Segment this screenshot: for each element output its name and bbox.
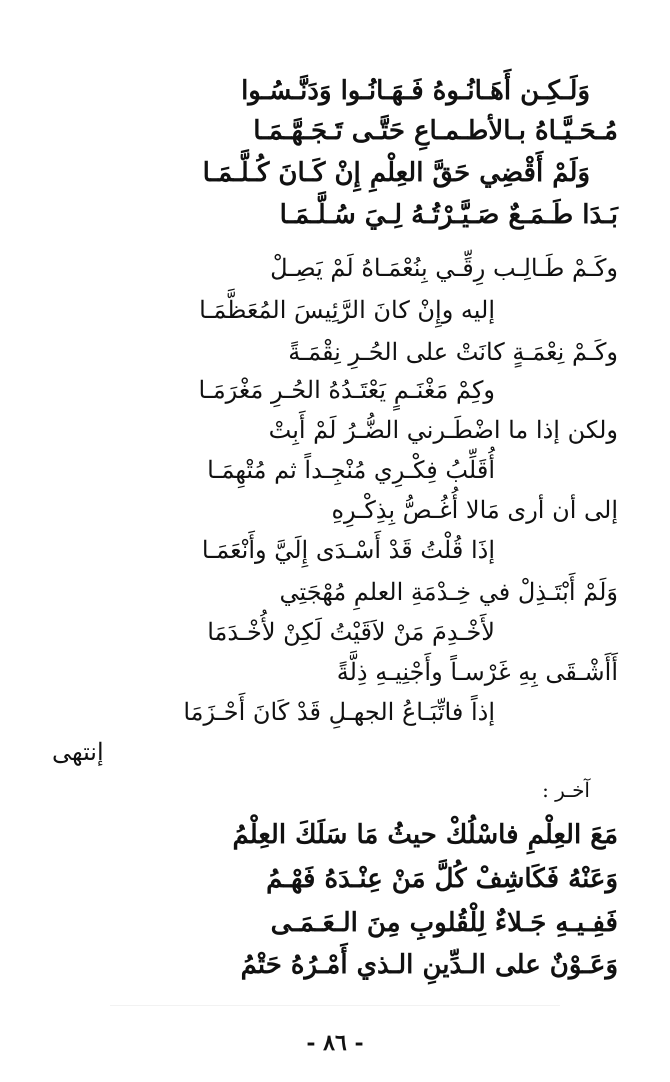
verse-line-3: وَلَمْ أَقْضِي حَقَّ العِلْمِ إِنْ كَـانَ كُـلَّـمَـا (202, 158, 590, 188)
verse-line-1: وَلَـكِـن أَهَـانُـوهُ فَـهَـانُـوا وَدَنَّـسُـوا (241, 76, 590, 106)
verse-line-20: وَعَـوْنٌ على الـدِّينِ الـذي أَمْـرُهُ حَتْمُ (240, 950, 618, 980)
verse-line-9: ولكن إذا ما اضْطَـرني الضُّـرُ لَمْ أَبِتْ (268, 416, 618, 444)
verse-line-11: إلى أن أرى مَالا أُغُـصُّ بِذِكْـرِهِ (331, 496, 618, 524)
verse-line-2: مُـحَـيَّـاهُ بـالأطـمـاعِ حَتَّـى تَـجَـهَّـمَـا (253, 116, 618, 146)
verse-line-8: وكِمْ مَغْنَـمٍ يَعْتَـدُهُ الحُـرِ مَغْرَمَـا (198, 376, 495, 404)
verse-line-10: أُقَلِّبُ فِكْـرِي مُنْجِـداً ثم مُتْهِمَـا (207, 456, 495, 484)
verse-line-14: لأَخْـدِمَ مَنْ لاَقَيْتُ لَكِنْ لأُخْـدَمَا (207, 618, 495, 646)
footer-divider (110, 1005, 560, 1006)
verse-line-7: وكَـمْ نِعْمَـةٍ كانَتْ على الحُـرِ نِقْمَـةً (288, 338, 618, 366)
end-marker: إنتهى (52, 738, 104, 766)
verse-line-18: وَعَنْهُ فَكَاشِفْ كُلَّ مَنْ عِنْـدَهُ فَهْـمُ (266, 864, 618, 894)
page-number: - ٨٦ - (306, 1030, 364, 1056)
verse-line-15: أَأَشْـقَى بِهِ غَرْسـاً وأَجْنِيـهِ ذِلَّةً (336, 658, 618, 686)
verse-line-13: وَلَمْ أَبْتَـذِلْ في خِـدْمَةِ العلمِ مُهْجَتِي (279, 578, 618, 606)
verse-line-12: إذَا قُلْتُ قَدْ أَسْـدَى إِلَيَّ وأَنْعَمَـا (201, 536, 495, 564)
verse-line-6: إليه وإِنْ كانَ الرَّئِيسَ المُعَظَّمَـا (199, 296, 495, 324)
verse-line-19: فَفِـيـهِ جَـلاءٌ لِلْقُلوبِ مِنَ الـعَـمَـى (270, 908, 618, 938)
section-heading: آخـر : (542, 778, 590, 802)
verse-line-16: إذاً فاتِّبَـاعُ الجهـلِ قَدْ كَانَ أَحْـزَمَا (183, 698, 495, 726)
verse-line-5: وكَـمْ طَـالِـب رِقِّـي بِنُعْمَـاهُ لَمْ يَصِـلْ (270, 254, 618, 282)
verse-line-4: بَـدَا طَـمَـعٌ صَـيَّـرْتُـهُ لِـيَ سُـلَّـمَـا (279, 200, 618, 230)
verse-line-17: مَعَ العِلْمِ فاسْلُكْ حيثُ مَا سَلَكَ العِلْمُ (232, 820, 618, 850)
